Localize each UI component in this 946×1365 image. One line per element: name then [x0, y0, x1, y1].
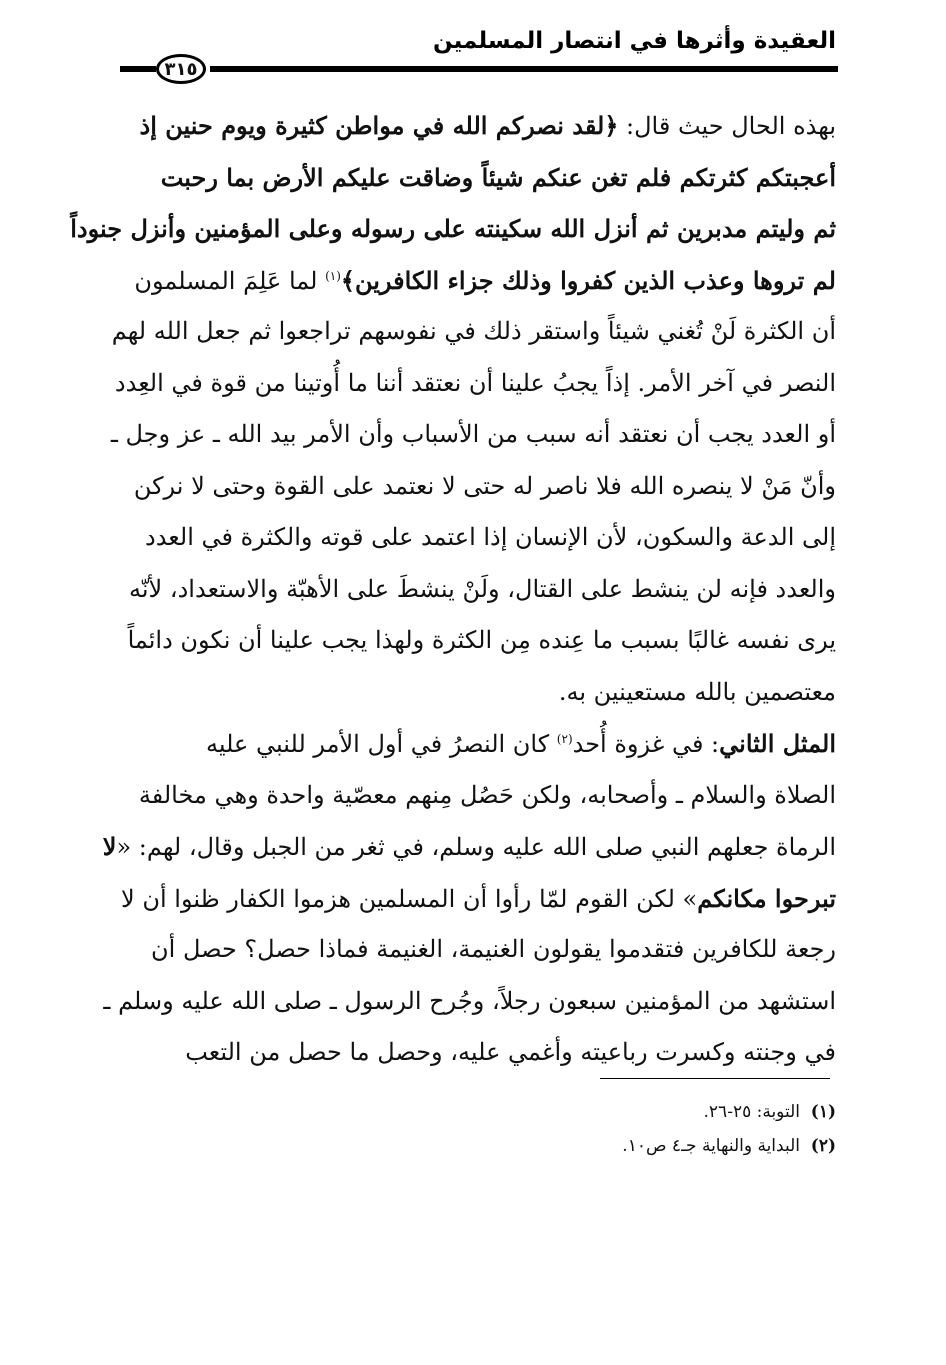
- text-run: » لكن القوم لمّا رأوا أن المسلمين هزموا الكفار ظنوا أن لا: [121, 884, 698, 913]
- header-rule-end: [120, 66, 156, 72]
- text-line: [128, 152, 836, 204]
- text-line: [128, 512, 836, 564]
- text-line: [110, 409, 836, 461]
- text-run: والعدد فإنه لن ينشط على القتال، ولَنْ ينشطَ على الأهبّة والاستعداد، لأنّه: [129, 574, 836, 603]
- text-line: [114, 358, 836, 410]
- text-line: [128, 461, 836, 513]
- text-line: [128, 770, 836, 822]
- quoted-text: أعجبتكم كثرتكم فلم تغن عنكم شيئاً وضاقت عليكم الأرض بما رحبت: [160, 162, 836, 192]
- text-run: النصر في آخر الأمر. إذاً يجبُ علينا أن نعتقد أننا ما أُوتينا من قوة في العِدد: [114, 368, 836, 397]
- body-text: [70, 100, 836, 1079]
- text-line: [128, 564, 836, 616]
- footnote-item: [300, 1129, 836, 1163]
- text-line: [128, 924, 836, 976]
- text-run: الرماة جعلهم النبي صلى الله عليه وسلم، في ثغر من الجبل وقال، لهم: «: [116, 833, 836, 861]
- quoted-text: ثم وليتم مدبرين ثم أنزل الله سكينته على رسوله وعلى المؤمنين وأنزل جنوداً: [70, 214, 836, 243]
- text-run: يرى نفسه غالبًا بسبب ما عِنده مِن الكثرة ولهذا يجب علينا أن نكون دائماً: [127, 626, 836, 654]
- quoted-text: لم تروها وعذب الذين كفروا وذلك جزاء الكافرين﴾: [340, 265, 836, 295]
- footnote-text: التوبة: ٢٥-٢٦.: [703, 1102, 800, 1122]
- footnote-ref: (١): [325, 268, 341, 283]
- footnotes: [300, 1095, 836, 1163]
- page-number-badge: ٣١٥: [156, 54, 206, 84]
- text-run: استشهد من المؤمنين سبعون رجلاً، وجُرح الرسول ـ صلى الله عليه وسلم ـ: [103, 986, 836, 1015]
- text-line: [128, 100, 836, 152]
- text-run: إلى الدعة والسكون، لأن الإنسان إذا اعتمد على قوته والكثرة في العدد: [145, 523, 836, 551]
- text-line: [70, 203, 836, 255]
- running-header-title: العقيدة وأثرها في انتصار المسلمين: [432, 28, 836, 54]
- footnote-separator: [600, 1078, 830, 1079]
- text-run: الصلاة والسلام ـ وأصحابه، ولكن حَصُل مِنهم معصّية واحدة وهي مخالفة: [138, 780, 836, 809]
- text-line: [102, 821, 836, 873]
- footnote-item: [300, 1095, 836, 1129]
- text-run: رجعة للكافرين فتقدموا يقولون الغنيمة، الغنيمة فماذا حصل؟ حصل أن: [151, 935, 836, 963]
- text-line: [128, 1027, 836, 1079]
- quoted-text: تبرحوا مكانكم: [697, 883, 836, 913]
- text-line: [128, 718, 836, 770]
- text-line: [103, 976, 836, 1028]
- footnote-number: (١): [810, 1102, 836, 1122]
- footnote-ref: (٢): [556, 732, 573, 746]
- text-run: بهذه الحال حيث قال:: [618, 112, 836, 140]
- text-line: [128, 255, 836, 307]
- footnote-text: البداية والنهاية جـ٤ ص١٠.: [622, 1136, 800, 1156]
- text-line: [111, 306, 836, 358]
- text-run: أو العدد يجب أن نعتقد أنه سبب من الأسباب وأن الأمر بيد الله ـ عز وجل ـ: [110, 420, 836, 448]
- text-run: لما عَلِمَ المسلمون: [134, 266, 326, 295]
- text-run: أن الكثرة لَنْ تُغني شيئاً واستقر ذلك في نفوسهم تراجعوا ثم جعل الله لهم: [111, 317, 836, 345]
- text-run: في وجنته وكسرت رباعيته وأغمي عليه، وحصل ما حصل من التعب: [185, 1038, 836, 1066]
- quoted-text: لا: [102, 832, 117, 861]
- quoted-text: ﴿لقد نصركم الله في مواطن كثيرة ويوم حنين إذ: [139, 111, 619, 140]
- text-run: وأنّ مَنْ لا ينصره الله فلا ناصر له حتى لا نعتمد على القوة وحتى لا نركن: [133, 471, 836, 500]
- text-run: معتصمين بالله مستعينين به.: [558, 677, 836, 706]
- quoted-text: المثل الثاني: [719, 729, 836, 758]
- text-line: [128, 615, 836, 667]
- text-line: [121, 873, 836, 925]
- text-run: : في غزوة أُحد: [572, 730, 720, 758]
- header-rule: [210, 66, 838, 72]
- text-run: كان النصرُ في أول الأمر للنبي عليه: [206, 730, 557, 758]
- footnote-number: (٢): [810, 1136, 836, 1156]
- text-line: [128, 667, 836, 719]
